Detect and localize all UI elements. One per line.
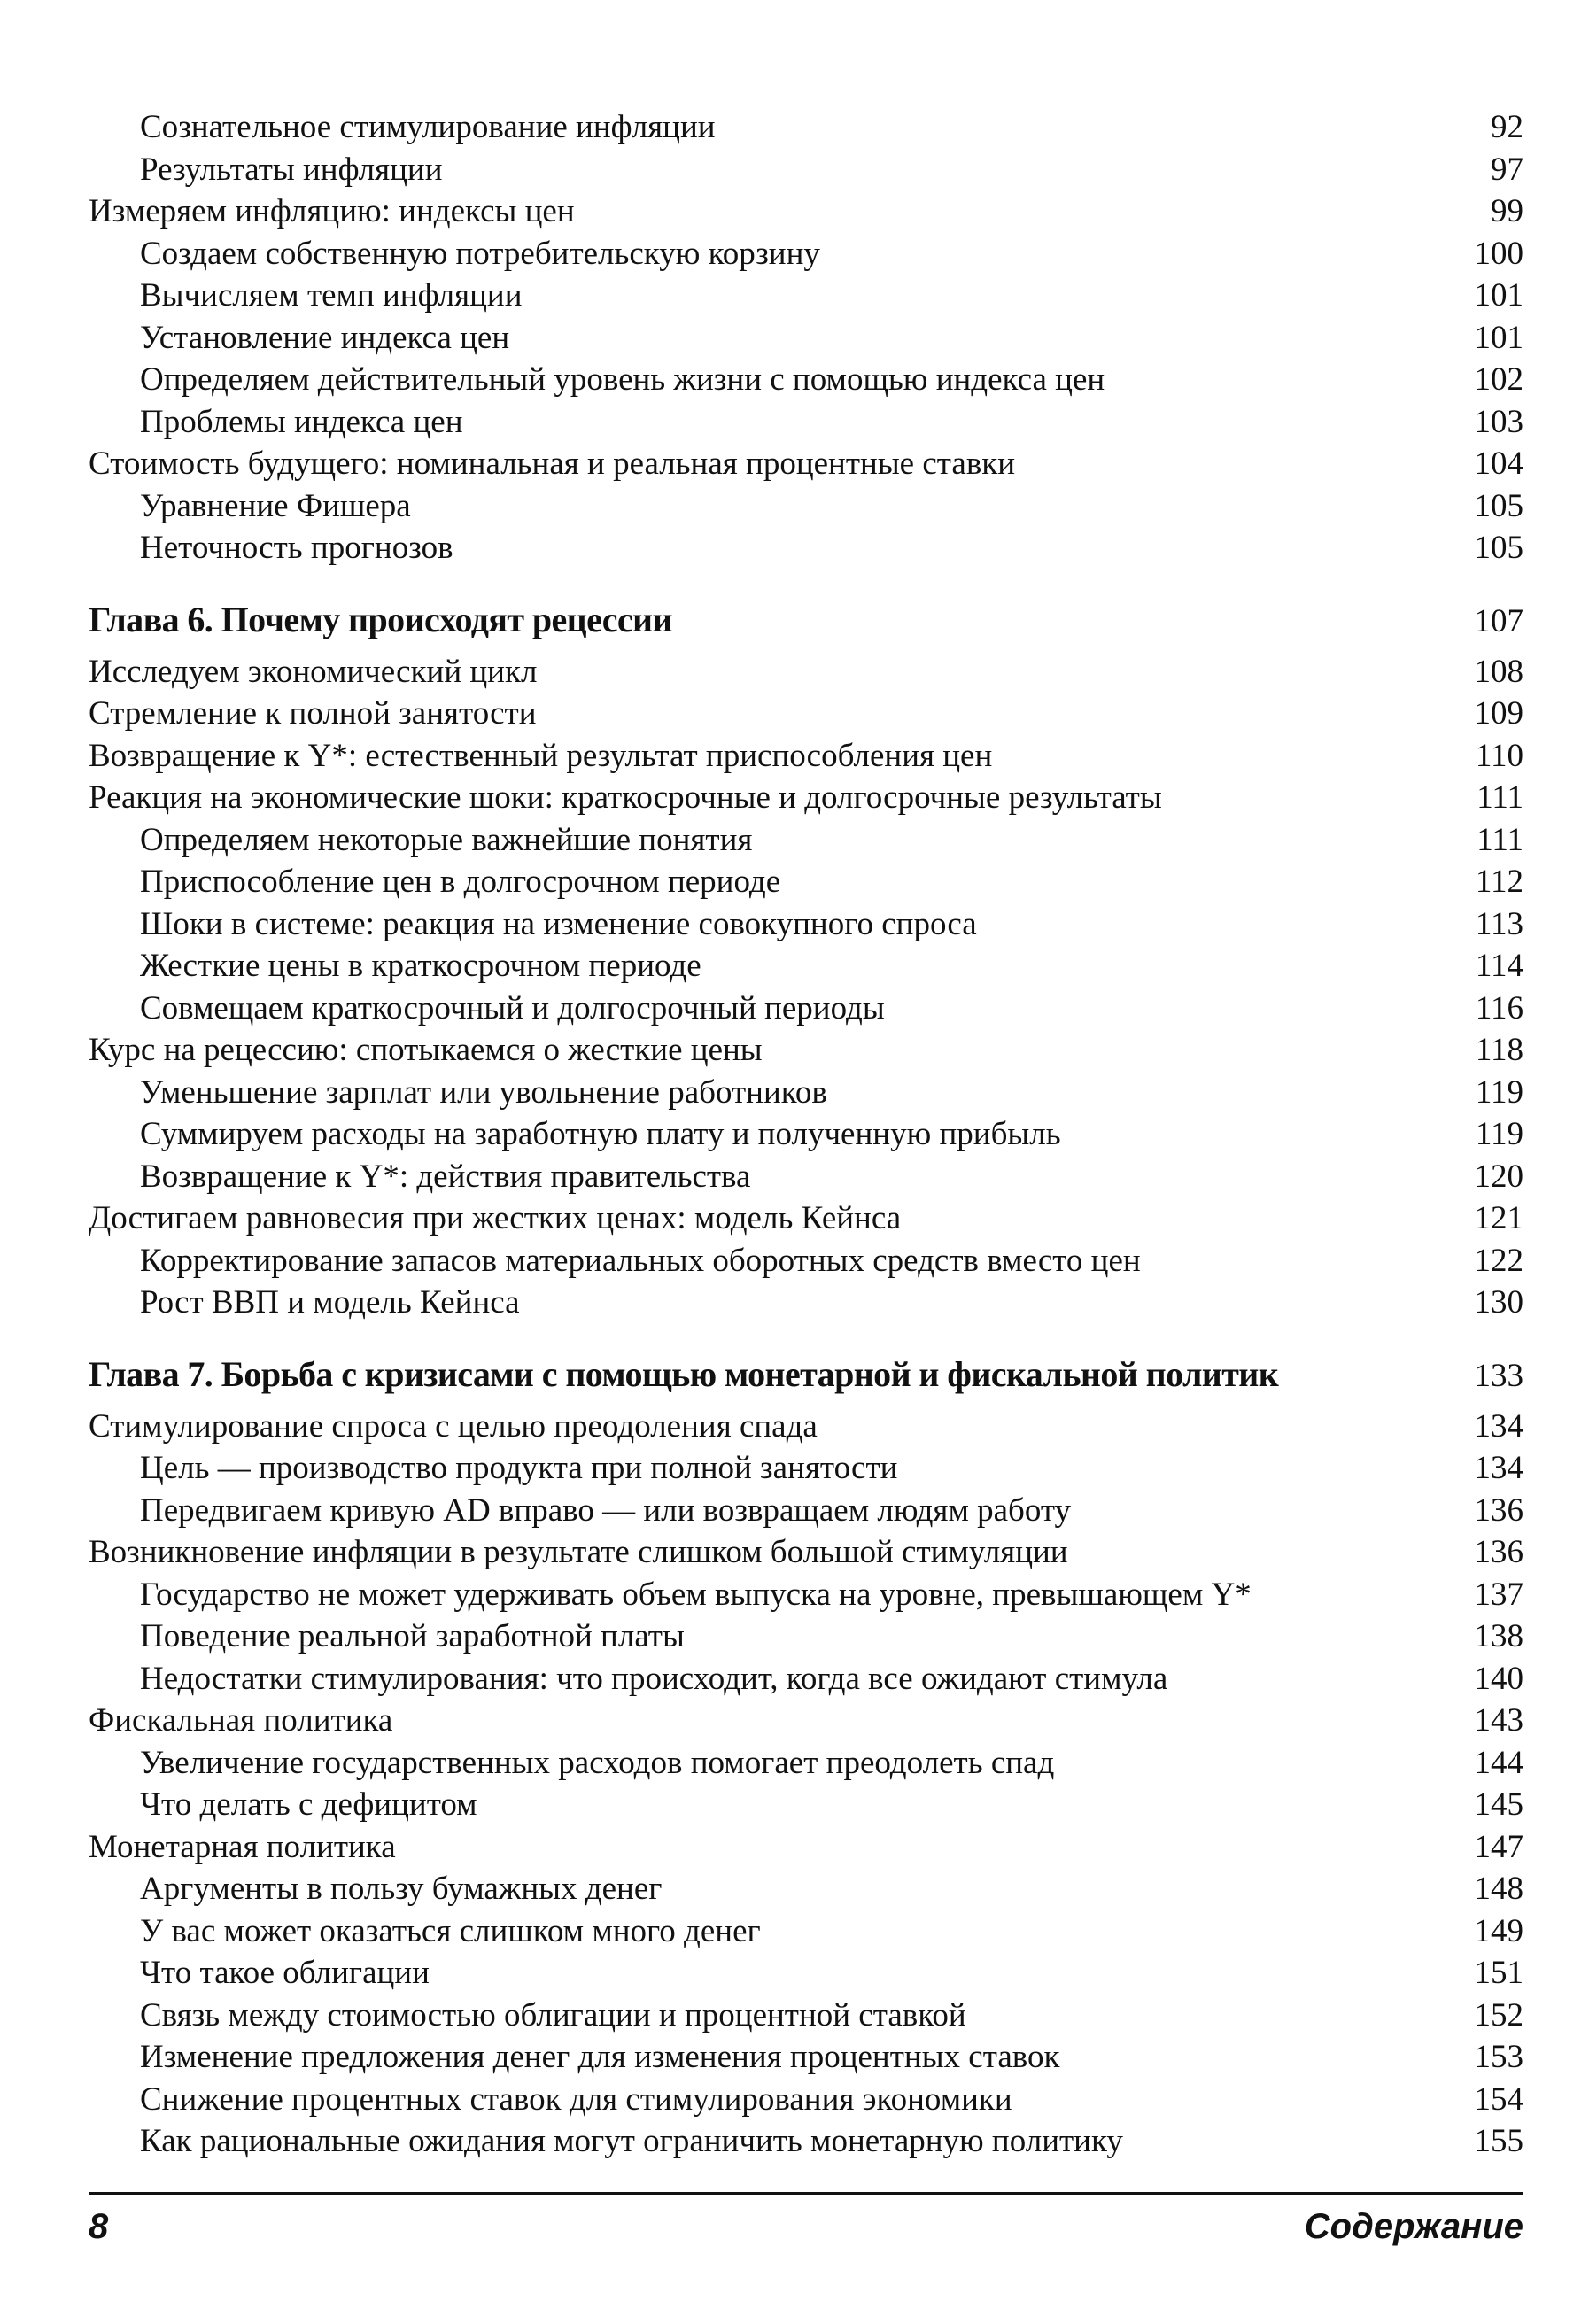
toc-entry-title: Установление индекса цен [140,319,510,356]
toc-entry-page: 152 [1474,1996,1523,2034]
toc-entry-page: 107 [1474,602,1523,639]
toc-entry [89,485,1523,528]
toc-entry-page: 136 [1474,1491,1523,1529]
toc-entry-page: 137 [1474,1576,1523,1613]
toc-entry [89,443,1523,485]
toc-entry-page: 101 [1474,277,1523,314]
toc-entry-title: Реакция на экономические шоки: краткосрочные и долгосрочные результаты [89,779,1162,816]
toc-entry-page: 112 [1475,864,1523,900]
toc-entry-title: Определяем действительный уровень жизни с помощью индекса цен [140,361,1105,398]
toc-entry [89,1868,1523,1910]
toc-entry [89,1072,1523,1114]
toc-entry-page: 138 [1474,1618,1523,1654]
toc-entry [89,1826,1523,1869]
toc-entry-title: Изменение предложения денег для изменения процентных ставок [140,2039,1060,2075]
toc-entry-title: Проблемы индекса цен [140,403,463,440]
toc-chapter-heading [89,598,1523,642]
toc-entry-title: Сознательное стимулирование инфляции [140,109,716,145]
toc-entry-title: Недостатки стимулирования: что происходит, когда все ожидают стимула [140,1660,1168,1697]
toc-entry-title: Достигаем равновесия при жестких ценах: модель Кейнса [89,1200,902,1236]
toc-entry [89,1995,1523,2037]
toc-entry [89,819,1523,862]
toc-entry [89,988,1523,1030]
toc-entry-title: Монетарная политика [89,1828,396,1865]
toc-entry-page: 102 [1474,361,1523,398]
toc-entry-page: 151 [1474,1955,1523,1991]
toc-entry-page: 148 [1474,1871,1523,1907]
toc-entry-title: Совмещаем краткосрочный и долгосрочный периоды [140,989,885,1026]
toc-entry-title: Связь между стоимостью облигации и процентной ставкой [140,1996,966,2034]
toc-entry-page: 153 [1474,2039,1523,2075]
toc-entry-title: Жесткие цены в краткосрочном периоде [140,948,701,984]
toc-entry-title: Как рациональные ожидания могут ограничить монетарную политику [140,2123,1123,2159]
toc-entry-page: 103 [1474,403,1523,440]
toc-entry [89,527,1523,569]
toc-entry-page: 119 [1475,1073,1523,1111]
toc-entry-title: Поведение реальной заработной платы [140,1618,685,1654]
toc-entry [89,903,1523,946]
toc-entry-title: Стоимость будущего: номинальная и реальная процентные ставки [89,445,1016,482]
toc-entry-page: 149 [1474,1912,1523,1949]
toc-entry [89,1156,1523,1198]
toc-entry-title: Курс на рецессию: спотыкаемся о жесткие цены [89,1032,763,1068]
footer-page-number: 8 [89,2207,109,2246]
toc-entry [89,861,1523,903]
toc-entry-page: 118 [1475,1032,1523,1068]
toc-entry [89,1658,1523,1700]
toc-entry-title: Увеличение государственных расходов помогает преодолеть спад [140,1744,1055,1781]
toc-entry-page: 119 [1475,1116,1523,1152]
toc-entry-title: Глава 6. Почему происходят рецессии [89,599,672,639]
toc-entry-page: 143 [1474,1702,1523,1739]
toc-entry [89,693,1523,735]
toc-entry-page: 113 [1475,905,1523,942]
toc-entry-page: 121 [1474,1200,1523,1236]
toc-entry-page: 105 [1474,487,1523,524]
toc-entry-page: 134 [1474,1407,1523,1445]
toc-entry [89,651,1523,693]
toc-entry [89,1240,1523,1282]
toc-entry-page: 99 [1491,193,1523,229]
toc-entry-page: 136 [1474,1534,1523,1570]
toc-entry-title: Государство не может удерживать объем выпуска на уровне, превышающем Y* [140,1576,1252,1613]
toc-entry-title: Аргументы в пользу бумажных денег [140,1871,663,1907]
toc-entry-page: 104 [1474,445,1523,482]
toc-entry-page: 97 [1491,151,1523,188]
toc-entry-page: 92 [1491,109,1523,145]
toc-entry-page: 147 [1474,1828,1523,1865]
toc-entry-page: 105 [1474,530,1523,566]
toc-entry-title: Исследуем экономический цикл [89,653,538,690]
toc-entry [89,1574,1523,1616]
toc-entry-page: 133 [1474,1357,1523,1394]
footer-section-title: Содержание [1304,2207,1523,2246]
toc-entry-page: 140 [1474,1660,1523,1697]
toc-entry-page: 108 [1474,653,1523,690]
toc-entry-page: 122 [1474,1242,1523,1279]
toc-entry [89,1113,1523,1156]
toc-entry-title: Создаем собственную потребительскую корзину [140,235,820,272]
toc-entry-title: Определяем некоторые важнейшие понятия [140,821,753,858]
toc-entry-title: Что делать с дефицитом [140,1786,477,1823]
toc-entry [89,1700,1523,1742]
toc-entry-title: Приспособление цен в долгосрочном периоде [140,864,781,900]
toc-entry [89,2079,1523,2121]
toc-entry [89,401,1523,444]
toc-entry-page: 101 [1474,319,1523,356]
toc-entry-page: 116 [1475,989,1523,1026]
toc-entry-title: Суммируем расходы на заработную плату и полученную прибыль [140,1116,1061,1152]
toc-entry-title: Возвращение к Y*: естественный результат приспособления цен [89,737,993,774]
toc-entry-page: 144 [1474,1744,1523,1781]
toc-entry-page: 155 [1474,2123,1523,2159]
toc-entry-page: 109 [1474,695,1523,732]
toc-entry-title: Результаты инфляции [140,151,443,188]
toc-entry [89,1615,1523,1658]
toc-entry [89,1784,1523,1826]
toc-entry [89,735,1523,778]
toc-entry [89,1197,1523,1240]
toc-chapter-heading [89,1352,1523,1397]
toc-entry [89,106,1523,149]
table-of-contents [89,106,1523,2163]
toc-entry [89,149,1523,191]
toc-entry-title: Стремление к полной занятости [89,695,537,732]
toc-entry-page: 111 [1477,779,1523,816]
toc-entry-page: 100 [1474,235,1523,272]
toc-entry [89,2036,1523,2079]
toc-entry-page: 154 [1474,2080,1523,2118]
toc-entry-title: Рост ВВП и модель Кейнса [140,1284,520,1321]
toc-entry-page: 114 [1475,948,1523,984]
toc-entry [89,945,1523,988]
toc-entry [89,1406,1523,1448]
toc-entry [89,317,1523,360]
toc-entry [89,777,1523,819]
toc-entry [89,233,1523,275]
toc-entry [89,1910,1523,1953]
toc-entry-title: Вычисляем темп инфляции [140,277,523,314]
toc-entry-title: Что такое облигации [140,1955,430,1991]
toc-entry [89,2120,1523,2163]
toc-entry-page: 111 [1477,821,1523,858]
toc-entry-page: 120 [1474,1158,1523,1195]
toc-entry [89,190,1523,233]
toc-entry-title: У вас может оказаться слишком много денег [140,1912,761,1949]
footer-divider [89,2192,1523,2195]
toc-entry [89,1490,1523,1532]
toc-entry [89,1029,1523,1072]
toc-entry-page: 130 [1474,1284,1523,1321]
toc-entry-title: Неточность прогнозов [140,530,453,566]
toc-entry-page: 134 [1474,1450,1523,1486]
toc-entry-title: Возвращение к Y*: действия правительства [140,1158,751,1195]
toc-entry-title: Фискальная политика [89,1702,393,1739]
toc-entry-page: 110 [1475,737,1523,774]
toc-entry [89,275,1523,317]
toc-entry [89,1952,1523,1995]
toc-entry-title: Возникновение инфляции в результате слишком большой стимуляции [89,1534,1068,1570]
toc-entry [89,1282,1523,1324]
toc-entry-title: Стимулирование спроса с целью преодоления спада [89,1407,818,1445]
toc-entry-title: Уменьшение зарплат или увольнение работников [140,1073,827,1111]
toc-entry-title: Корректирование запасов материальных оборотных средств вместо цен [140,1242,1141,1279]
page-footer [89,2207,1523,2247]
toc-entry-title: Передвигаем кривую AD вправо — или возвращаем людям работу [140,1491,1072,1529]
toc-entry-title: Снижение процентных ставок для стимулирования экономики [140,2080,1012,2118]
toc-entry-page: 145 [1474,1786,1523,1823]
toc-entry-title: Измеряем инфляцию: индексы цен [89,193,575,229]
toc-entry-title: Глава 7. Борьба с кризисами с помощью монетарной и фискальной политик [89,1353,1279,1394]
toc-entry-title: Цель — производство продукта при полной занятости [140,1450,898,1486]
toc-entry [89,1531,1523,1574]
toc-entry [89,1742,1523,1785]
toc-entry-title: Уравнение Фишера [140,487,411,524]
toc-entry-title: Шоки в системе: реакция на изменение совокупного спроса [140,905,977,942]
toc-entry [89,359,1523,401]
toc-entry [89,1447,1523,1490]
